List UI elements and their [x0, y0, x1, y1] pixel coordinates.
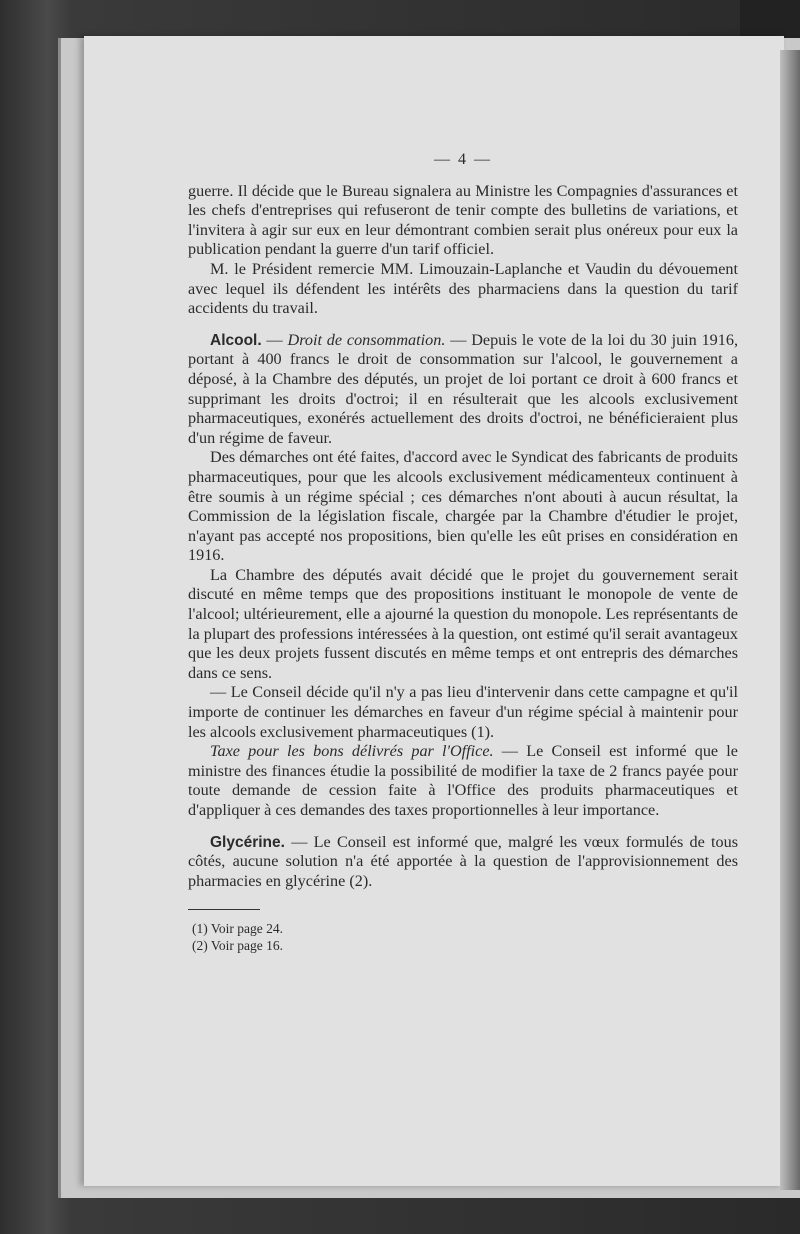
paragraph-text: Le Conseil est informé que, malgré les vœux formulés de tous côtés, aucune solution n'a été apportée à la question de l'approvisionnement des pharmacies en glycérine (2).	[188, 832, 738, 890]
paragraph-text: M. le Président remercie MM. Limouzain-Laplanche et Vaudin du dévouement avec lequel ils défendent les intérêts des pharmaciens dans la question du tarif accidents du travail.	[188, 259, 738, 318]
paragraph-conseil	[188, 683, 738, 742]
footnote: (1) Voir page 24.	[192, 921, 283, 937]
paragraph-text: Depuis le vote de la loi du 30 juin 1916, portant à 400 francs le droit de consommation sur l'alcool, le gouvernement a déposé, à la Chambre des députés, un projet de loi portant ce droit à 600 francs et supprimant les droits d'octroi; il en résulterait que les alcools exclusivement pharmaceutiques, exonérés actuellement des droits d'octroi, ne bénéficieraient plus d'un régime de faveur.	[188, 330, 739, 447]
paragraph-text: Le Conseil est informé que le ministre des finances étudie la possibilité de modifier la taxe de 2 francs payée pour toute demande de cession faite à l'Office des produits pharmaceutiques et d'appliquer à ces demandes des taxes proportionnelles à leur importance.	[188, 742, 738, 819]
section-heading: Glycérine.	[210, 833, 285, 851]
paragraph-text: Des démarches ont été faites, d'accord avec le Syndicat des fabricants de produits pharmaceutiques, pour que les alcools exclusivement médicamenteux continuent à être soumis à un régime spécial ; ces démarches n'ont abouti à aucun résultat, la Commission de la législation fiscale, chargée par la Chambre d'étudier le projet, n'ayant pas accepté nos propositions, bien qu'elle les eût prises en considération en 1916.	[188, 448, 738, 565]
section-alcool	[188, 331, 738, 449]
paragraph-demarches	[188, 448, 738, 566]
section-subheading: Droit de consommation.	[287, 330, 446, 349]
paragraph-text: — Le Conseil décide qu'il n'y a pas lieu d'intervenir dans cette campagne et qu'il importe de continuer les démarches en faveur d'un régime spécial à maintenir pour les alcools exclusivement pharmaceutiques (1).	[188, 683, 738, 741]
page-number: — 4 —	[434, 151, 492, 168]
section-heading: Alcool.	[210, 331, 262, 349]
paragraph-text: La Chambre des députés avait décidé que le projet du gouvernement serait discuté en même temps que des propositions instituant le monopole de vente de l'alcool; ultérieurement, elle a ajourné la question du monopole. Les représentants de la plupart des professions intéressées à la question, ont estimé qu'il serait avantageux que les deux projets fussent discutés en même temps et ont entrepris des démarches dans ce sens.	[188, 565, 738, 682]
footnote-rule	[188, 909, 260, 910]
paragraph-text: guerre. Il décide que le Bureau signalera au Ministre les Compagnies d'assurances et les chefs d'entreprises qui refuseront de tenir compte des bulletins de variations, et l'invitera à agir sur eux en leur démontrant combien serait plus onéreux pour eux la publication pendant la guerre d'un tarif officiel.	[188, 181, 738, 259]
dash: —	[261, 330, 288, 349]
section-subheading: Taxe pour les bons délivrés par l'Office.	[210, 742, 494, 761]
book-binding	[740, 0, 800, 40]
dash: —	[445, 330, 472, 349]
footnote: (2) Voir page 16.	[192, 938, 283, 954]
section-glycerine	[188, 833, 738, 892]
paragraph-chambre	[188, 566, 738, 684]
section-taxe	[188, 742, 738, 820]
paragraph-guerre	[188, 182, 738, 260]
dash: —	[284, 832, 314, 851]
page-body	[188, 150, 738, 954]
dash: —	[493, 742, 527, 761]
paragraph-president	[188, 260, 738, 319]
page-edge	[780, 50, 800, 1190]
